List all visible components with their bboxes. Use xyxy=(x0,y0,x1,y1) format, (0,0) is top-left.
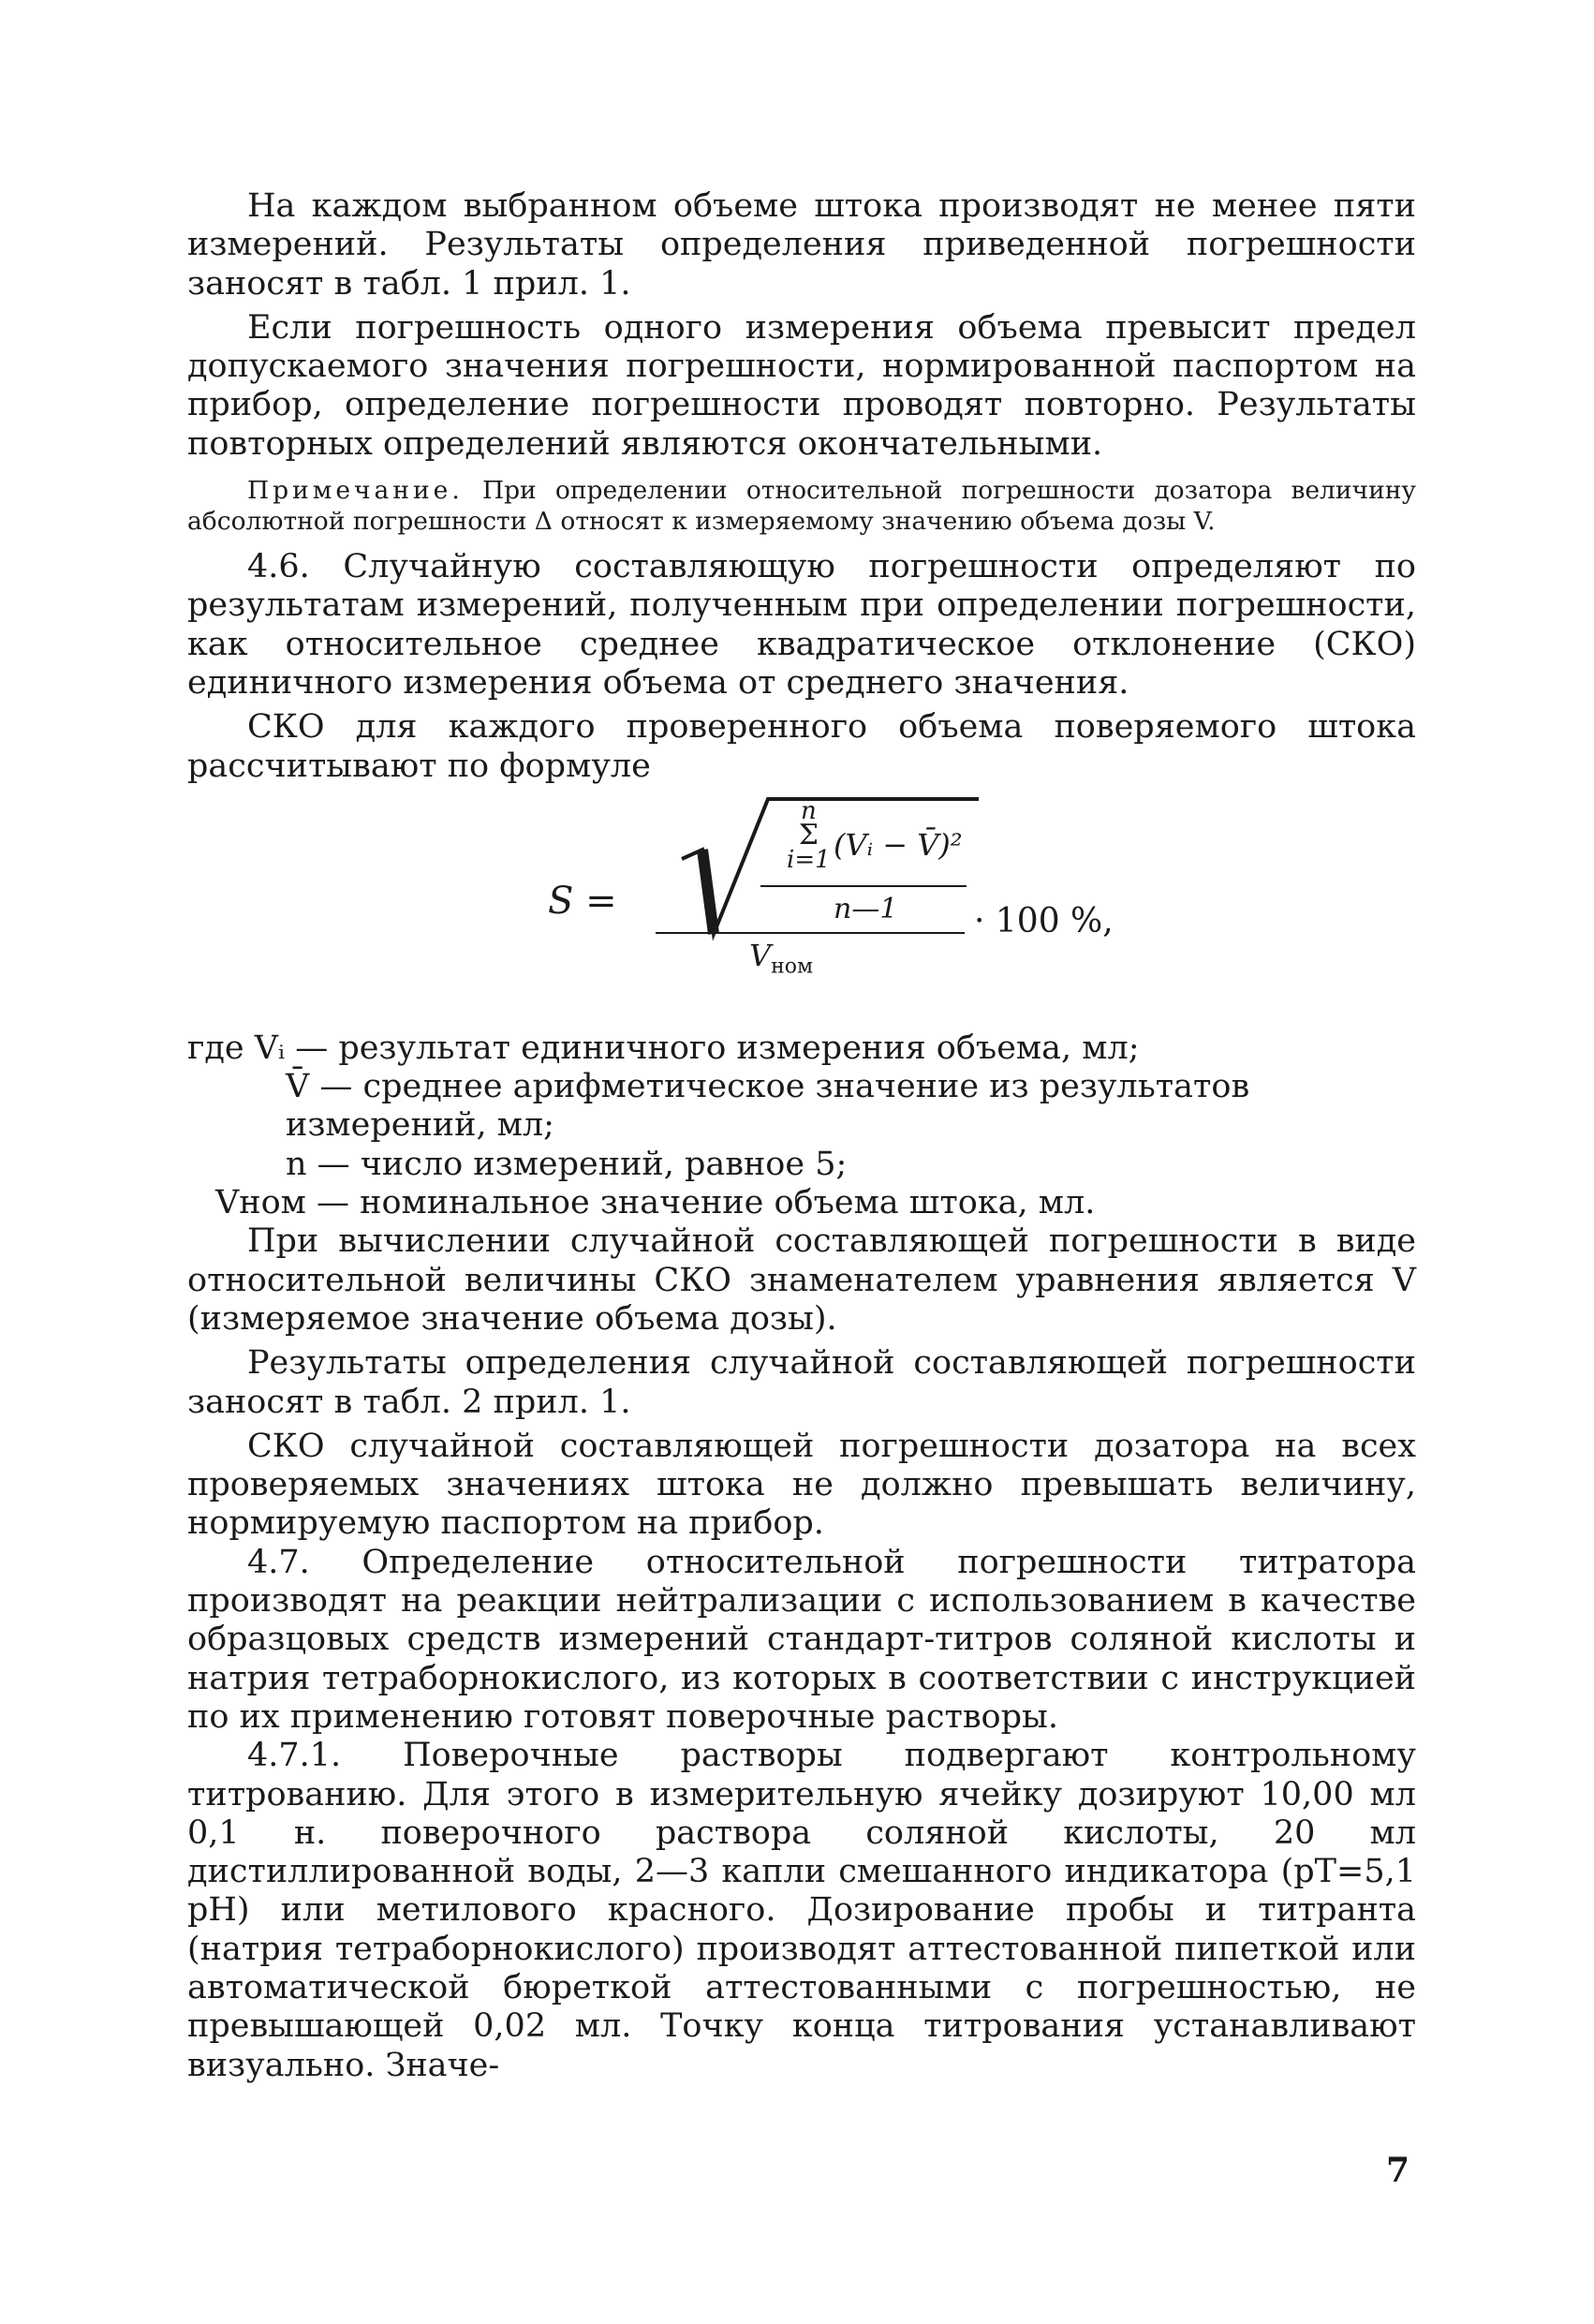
paragraph-relative-sko: При вычислении случайной составляющей погрешности в виде относительной величины СКО знаменателем уравнения является V (измеряемое значение объема дозы). xyxy=(187,1222,1416,1338)
formula-lhs: S = xyxy=(548,879,617,923)
note xyxy=(187,475,1416,537)
sum-upper-limit: n xyxy=(800,796,817,825)
paragraph-4-7-1: 4.7.1. Поверочные растворы подвергают контрольному титрованию. Для этого в измерительную ячейку дозируют 10,00 мл 0,1 н. поверочного раствора соляной кислоты, 20 мл дистиллированной воды, 2—3 капли смешанного индикатора (pT=5,1 pH) или метилового красного. Дозирование пробы и титранта (натрия тетраборнокислого) производят аттестованной пипеткой или автоматической бюреткой аттестованными с погрешностью, не превышающей 0,02 мл. Точку конца титрования устанавливают визуально. Значе- xyxy=(187,1737,1416,2084)
formula-denominator-main: V xyxy=(749,937,772,973)
formula-denominator-sub: ном xyxy=(771,955,814,979)
inner-fraction-bar xyxy=(760,885,967,887)
paragraph-4-6: 4.6. Случайную составляющую погрешности определяют по результатам измерений, полученным при определении погрешности, как относительное среднее квадратическое отклонение (СКО) единичного измерения объема от среднего значения. xyxy=(187,548,1416,702)
paragraph-sko-formula-intro: СКО для каждого проверенного объема поверяемого штока рассчитывают по формуле xyxy=(187,708,1416,785)
sko-formula xyxy=(187,790,1416,1024)
definition-vnom: Vном — номинальное значение объема штока, мл. xyxy=(215,1184,1096,1222)
definition-n: n — число измерений, равное 5; xyxy=(286,1145,848,1183)
sum-sign: Σ xyxy=(798,818,819,851)
formula-inner-denominator: n—1 xyxy=(834,892,898,925)
note-label: Примечание. xyxy=(247,476,464,506)
definition-vi-text: Vᵢ — результат единичного измерения объема, мл; xyxy=(254,1029,1140,1067)
formula-multiplier: · 100 %, xyxy=(974,901,1114,940)
paragraph-repeat: Если погрешность одного измерения объема превысит предел допускаемого значения погрешности, нормированной паспортом на прибор, определение погрешности проводят повторно. Результаты повторных определений являются окончательными. xyxy=(187,308,1416,463)
main-fraction-bar xyxy=(656,932,965,934)
paragraph-4-7: 4.7. Определение относительной погрешности титратора производят на реакции нейтрализации с использованием в качестве образцовых средств измерений стандарт-титров соляной кислоты и натрия тетраборнокислого, из которых в соответствии с инструкцией по их применению готовят поверочные растворы. xyxy=(187,1543,1416,1736)
definition-vi xyxy=(187,1029,1416,1068)
formula-numerator: (Vᵢ − V̄)² xyxy=(834,826,963,863)
formula-denominator xyxy=(749,938,813,978)
variable-definitions xyxy=(187,1029,1416,1222)
paragraph-sko-limit: СКО случайной составляющей погрешности дозатора на всех проверяемых значениях штока не должно превышать величину, нормируемую паспортом на прибор. xyxy=(187,1427,1416,1543)
text-column xyxy=(187,187,1416,2085)
note-text: При определении относительной погрешности дозатора величину абсолютной погрешности Δ относят к измеряемому значению объема дозы V. xyxy=(187,476,1416,537)
paragraph-results-table2: Результаты определения случайной составляющей погрешности заносят в табл. 2 прил. 1. xyxy=(187,1344,1416,1421)
definition-prefix: где xyxy=(187,1029,244,1067)
paragraph-measurements: На каждом выбранном объеме штока производят не менее пяти измерений. Результаты определения приведенной погрешности заносят в табл. 1 прил. 1. xyxy=(187,187,1416,303)
sum-operator xyxy=(787,796,831,874)
sum-lower-limit: i=1 xyxy=(787,845,831,874)
page-number: 7 xyxy=(1386,2151,1410,2190)
definition-vbar: V̄ — среднее арифметическое значение из результатов измерений, мл; xyxy=(286,1068,1250,1145)
